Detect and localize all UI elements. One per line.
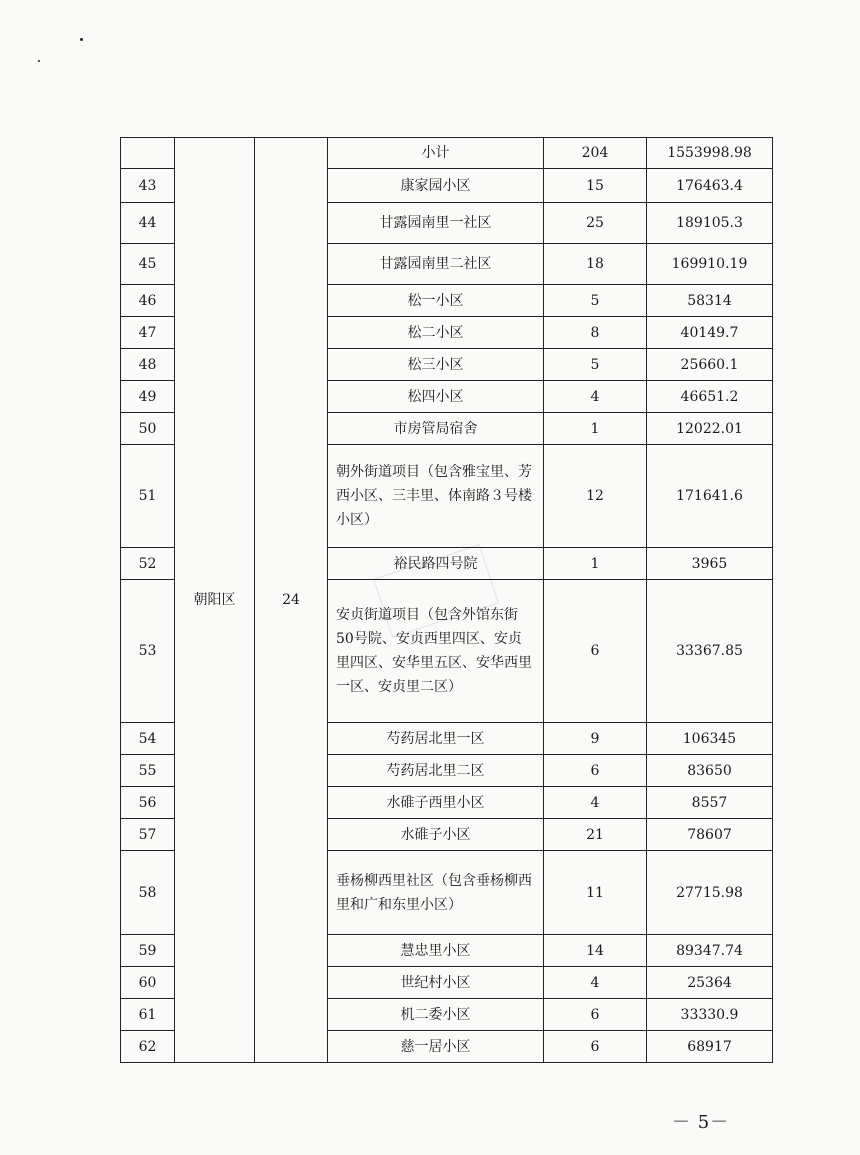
row-number-cell: 53 xyxy=(121,580,175,723)
amount-cell: 106345 xyxy=(647,723,773,755)
building-count-cell: 1 xyxy=(544,413,647,445)
building-count-cell: 11 xyxy=(544,851,647,935)
project-name-cell: 甘露园南里二社区 xyxy=(328,244,544,285)
project-name-cell: 世纪村小区 xyxy=(328,967,544,999)
amount-cell: 3965 xyxy=(647,548,773,580)
row-number-cell: 46 xyxy=(121,285,175,317)
building-count-cell: 4 xyxy=(544,381,647,413)
row-number-cell: 44 xyxy=(121,203,175,244)
amount-cell: 33367.85 xyxy=(647,580,773,723)
building-count-cell: 5 xyxy=(544,349,647,381)
amount-cell: 25364 xyxy=(647,967,773,999)
row-number-cell: 56 xyxy=(121,787,175,819)
building-count-cell: 21 xyxy=(544,819,647,851)
amount-cell: 171641.6 xyxy=(647,445,773,548)
project-name-cell: 朝外街道项目（包含雅宝里、芳西小区、三丰里、体南路３号楼小区） xyxy=(328,445,544,548)
row-number-cell: 61 xyxy=(121,999,175,1031)
building-count-cell: 4 xyxy=(544,967,647,999)
amount-cell: 27715.98 xyxy=(647,851,773,935)
amount-cell: 89347.74 xyxy=(647,935,773,967)
subtotal-label: 小计 xyxy=(328,138,544,169)
project-name-cell: 松四小区 xyxy=(328,381,544,413)
amount-cell: 46651.2 xyxy=(647,381,773,413)
amount-cell: 12022.01 xyxy=(647,413,773,445)
row-number-cell: 51 xyxy=(121,445,175,548)
amount-cell: 33330.9 xyxy=(647,999,773,1031)
building-count-cell: 5 xyxy=(544,285,647,317)
project-name-cell: 慧忠里小区 xyxy=(328,935,544,967)
row-number-cell: 45 xyxy=(121,244,175,285)
project-name-cell: 市房管局宿舍 xyxy=(328,413,544,445)
project-name-cell: 慈一居小区 xyxy=(328,1031,544,1063)
project-name-cell: 水碓子小区 xyxy=(328,819,544,851)
subtotal-amount: 1553998.98 xyxy=(647,138,773,169)
row-number-cell: 48 xyxy=(121,349,175,381)
amount-cell: 8557 xyxy=(647,787,773,819)
building-count-cell: 14 xyxy=(544,935,647,967)
district-count-cell: 24 xyxy=(255,138,328,1063)
project-name-cell: 裕民路四号院 xyxy=(328,548,544,580)
project-name-cell: 松二小区 xyxy=(328,317,544,349)
scan-speck xyxy=(80,38,83,41)
building-count-cell: 12 xyxy=(544,445,647,548)
amount-cell: 176463.4 xyxy=(647,169,773,203)
row-number-cell xyxy=(121,138,175,169)
row-number-cell: 49 xyxy=(121,381,175,413)
page-number: － 5－ xyxy=(672,1112,730,1133)
amount-cell: 25660.1 xyxy=(647,349,773,381)
project-name-cell: 芍药居北里一区 xyxy=(328,723,544,755)
subtotal-count: 204 xyxy=(544,138,647,169)
building-count-cell: 6 xyxy=(544,755,647,787)
project-name-cell: 芍药居北里二区 xyxy=(328,755,544,787)
row-number-cell: 54 xyxy=(121,723,175,755)
row-number-cell: 58 xyxy=(121,851,175,935)
row-number-cell: 62 xyxy=(121,1031,175,1063)
amount-cell: 169910.19 xyxy=(647,244,773,285)
amount-cell: 40149.7 xyxy=(647,317,773,349)
row-number-cell: 50 xyxy=(121,413,175,445)
amount-cell: 78607 xyxy=(647,819,773,851)
building-count-cell: 18 xyxy=(544,244,647,285)
amount-cell: 189105.3 xyxy=(647,203,773,244)
row-number-cell: 57 xyxy=(121,819,175,851)
amount-cell: 83650 xyxy=(647,755,773,787)
building-count-cell: 6 xyxy=(544,1031,647,1063)
building-count-cell: 9 xyxy=(544,723,647,755)
project-name-cell: 安贞街道项目（包含外馆东街50号院、安贞西里四区、安贞里四区、安华里五区、安华西里一区、安贞里二区） xyxy=(328,580,544,723)
project-name-cell: 松一小区 xyxy=(328,285,544,317)
building-count-cell: 1 xyxy=(544,548,647,580)
scan-speck xyxy=(38,60,40,62)
building-count-cell: 25 xyxy=(544,203,647,244)
project-name-cell: 水碓子西里小区 xyxy=(328,787,544,819)
building-count-cell: 4 xyxy=(544,787,647,819)
project-name-cell: 垂杨柳西里社区（包含垂杨柳西里和广和东里小区） xyxy=(328,851,544,935)
project-name-cell: 机二委小区 xyxy=(328,999,544,1031)
project-name-cell: 康家园小区 xyxy=(328,169,544,203)
building-count-cell: 8 xyxy=(544,317,647,349)
project-table xyxy=(120,137,773,1063)
row-number-cell: 60 xyxy=(121,967,175,999)
district-cell: 朝阳区 xyxy=(175,138,255,1063)
row-number-cell: 43 xyxy=(121,169,175,203)
subtotal-row xyxy=(121,138,773,169)
project-name-cell: 甘露园南里一社区 xyxy=(328,203,544,244)
amount-cell: 58314 xyxy=(647,285,773,317)
row-number-cell: 47 xyxy=(121,317,175,349)
building-count-cell: 6 xyxy=(544,999,647,1031)
building-count-cell: 6 xyxy=(544,580,647,723)
row-number-cell: 55 xyxy=(121,755,175,787)
amount-cell: 68917 xyxy=(647,1031,773,1063)
project-name-cell: 松三小区 xyxy=(328,349,544,381)
row-number-cell: 59 xyxy=(121,935,175,967)
row-number-cell: 52 xyxy=(121,548,175,580)
building-count-cell: 15 xyxy=(544,169,647,203)
